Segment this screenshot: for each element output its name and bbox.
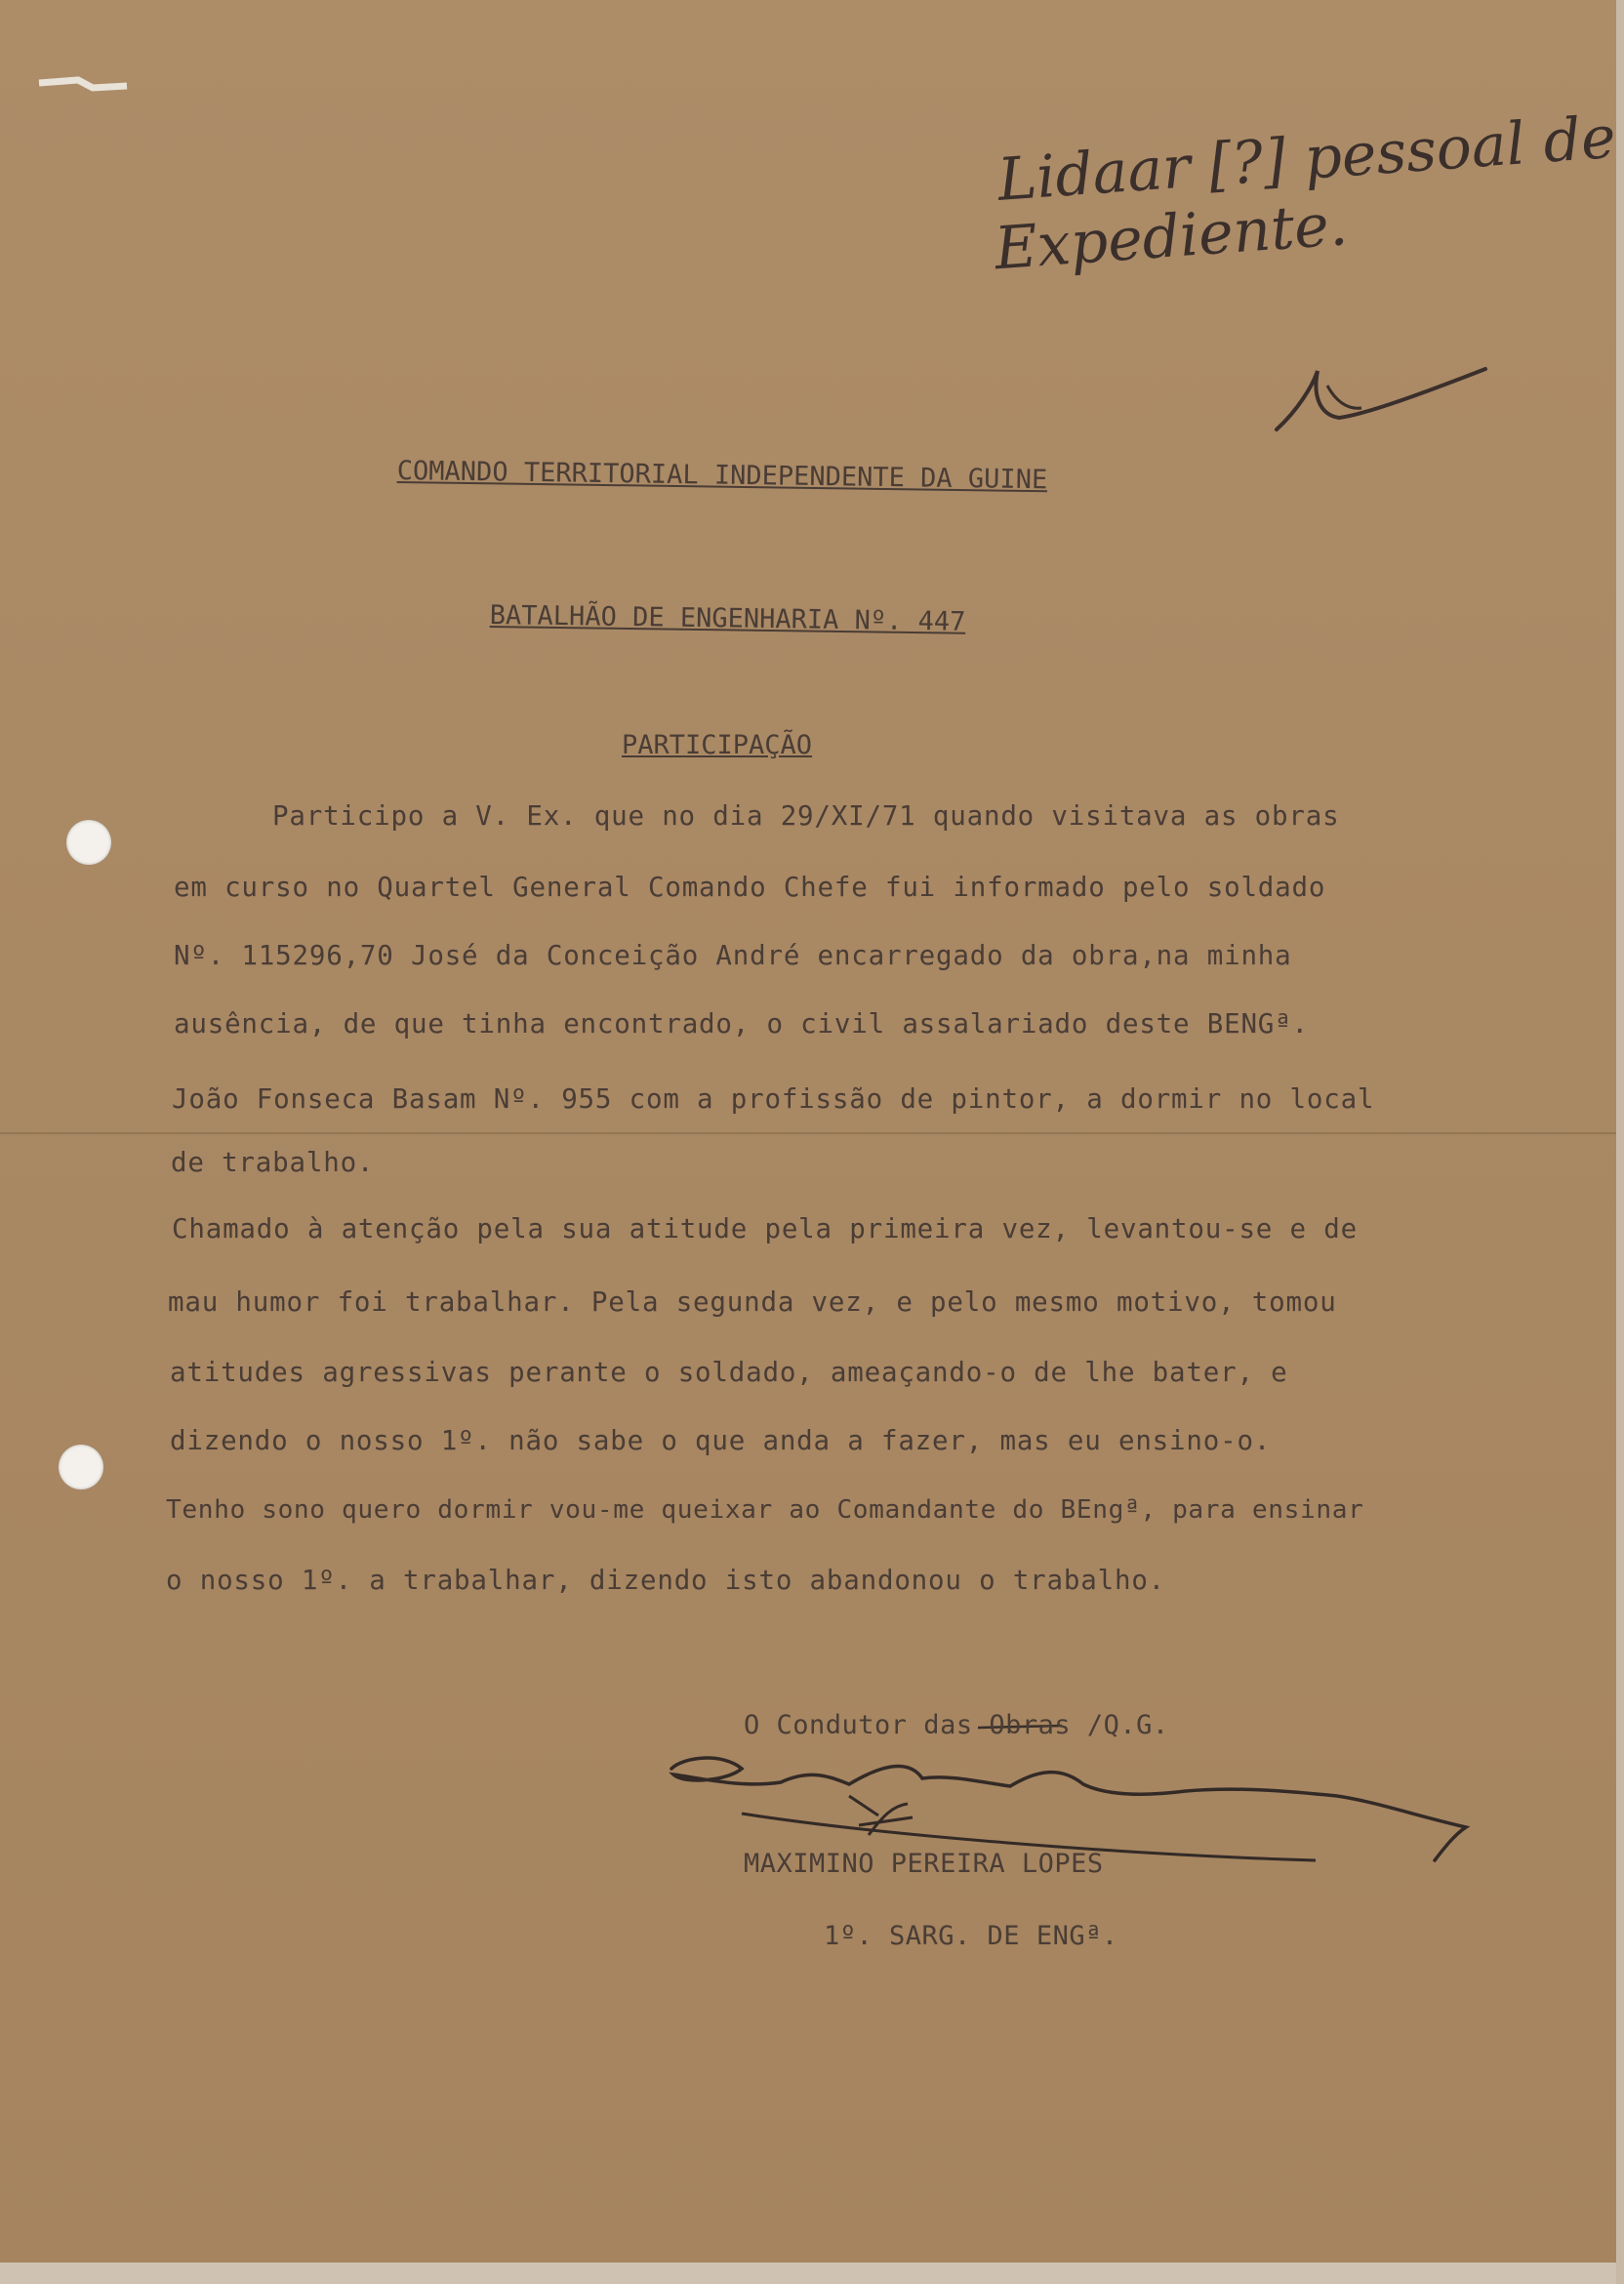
signature-name: MAXIMINO PEREIRA LOPES xyxy=(744,1849,1104,1879)
document-type-heading: PARTICIPAÇÃO xyxy=(622,730,813,760)
handwritten-note-line-1: Lidaar [?] pessoal de xyxy=(995,102,1618,215)
body-line: dizendo o nosso 1º. não sabe o que anda a fazer, mas eu ensino-o. xyxy=(170,1425,1272,1456)
body-line: ausência, de que tinha encontrado, o civil assalariado deste BENGª. xyxy=(174,1008,1309,1040)
body-line: em curso no Quartel General Comando Chefe fui informado pelo soldado xyxy=(174,872,1326,903)
command-heading: COMANDO TERRITORIAL INDEPENDENTE DA GUINE xyxy=(396,456,1048,496)
body-line: de trabalho. xyxy=(171,1147,375,1178)
body-line: mau humor foi trabalhar. Pela segunda vez, e pelo mesmo motivo, tomou xyxy=(168,1286,1337,1318)
handwritten-note-line-2: Expediente. xyxy=(992,190,1350,284)
body-line: Chamado à atenção pela sua atitude pela primeira vez, levantou-se e de xyxy=(172,1213,1358,1244)
signature-role: O Condutor das Obras /Q.G. xyxy=(744,1710,1169,1740)
body-line: Nº. 115296,70 José da Conceição André encarregado da obra,na minha xyxy=(174,940,1292,971)
body-line: o nosso 1º. a trabalhar, dizendo isto abandonou o trabalho. xyxy=(166,1565,1166,1596)
body-line: João Fonseca Basam Nº. 955 com a profissão de pintor, a dormir no local xyxy=(172,1083,1375,1115)
signature-scribble xyxy=(671,1758,1466,1860)
battalion-heading: BATALHÃO DE ENGENHARIA Nº. 447 xyxy=(489,600,966,637)
body-line: Tenho sono quero dormir vou-me queixar ao Comandante do BEngª, para ensinar xyxy=(166,1495,1364,1525)
body-line: Participo a V. Ex. que no dia 29/XI/71 quando visitava as obras xyxy=(272,800,1340,832)
signature-rank: 1º. SARG. DE ENGª. xyxy=(824,1921,1118,1951)
initials-scribble xyxy=(1277,369,1485,429)
body-line: atitudes agressivas perante o soldado, ameaçando-o de lhe bater, e xyxy=(170,1357,1288,1388)
